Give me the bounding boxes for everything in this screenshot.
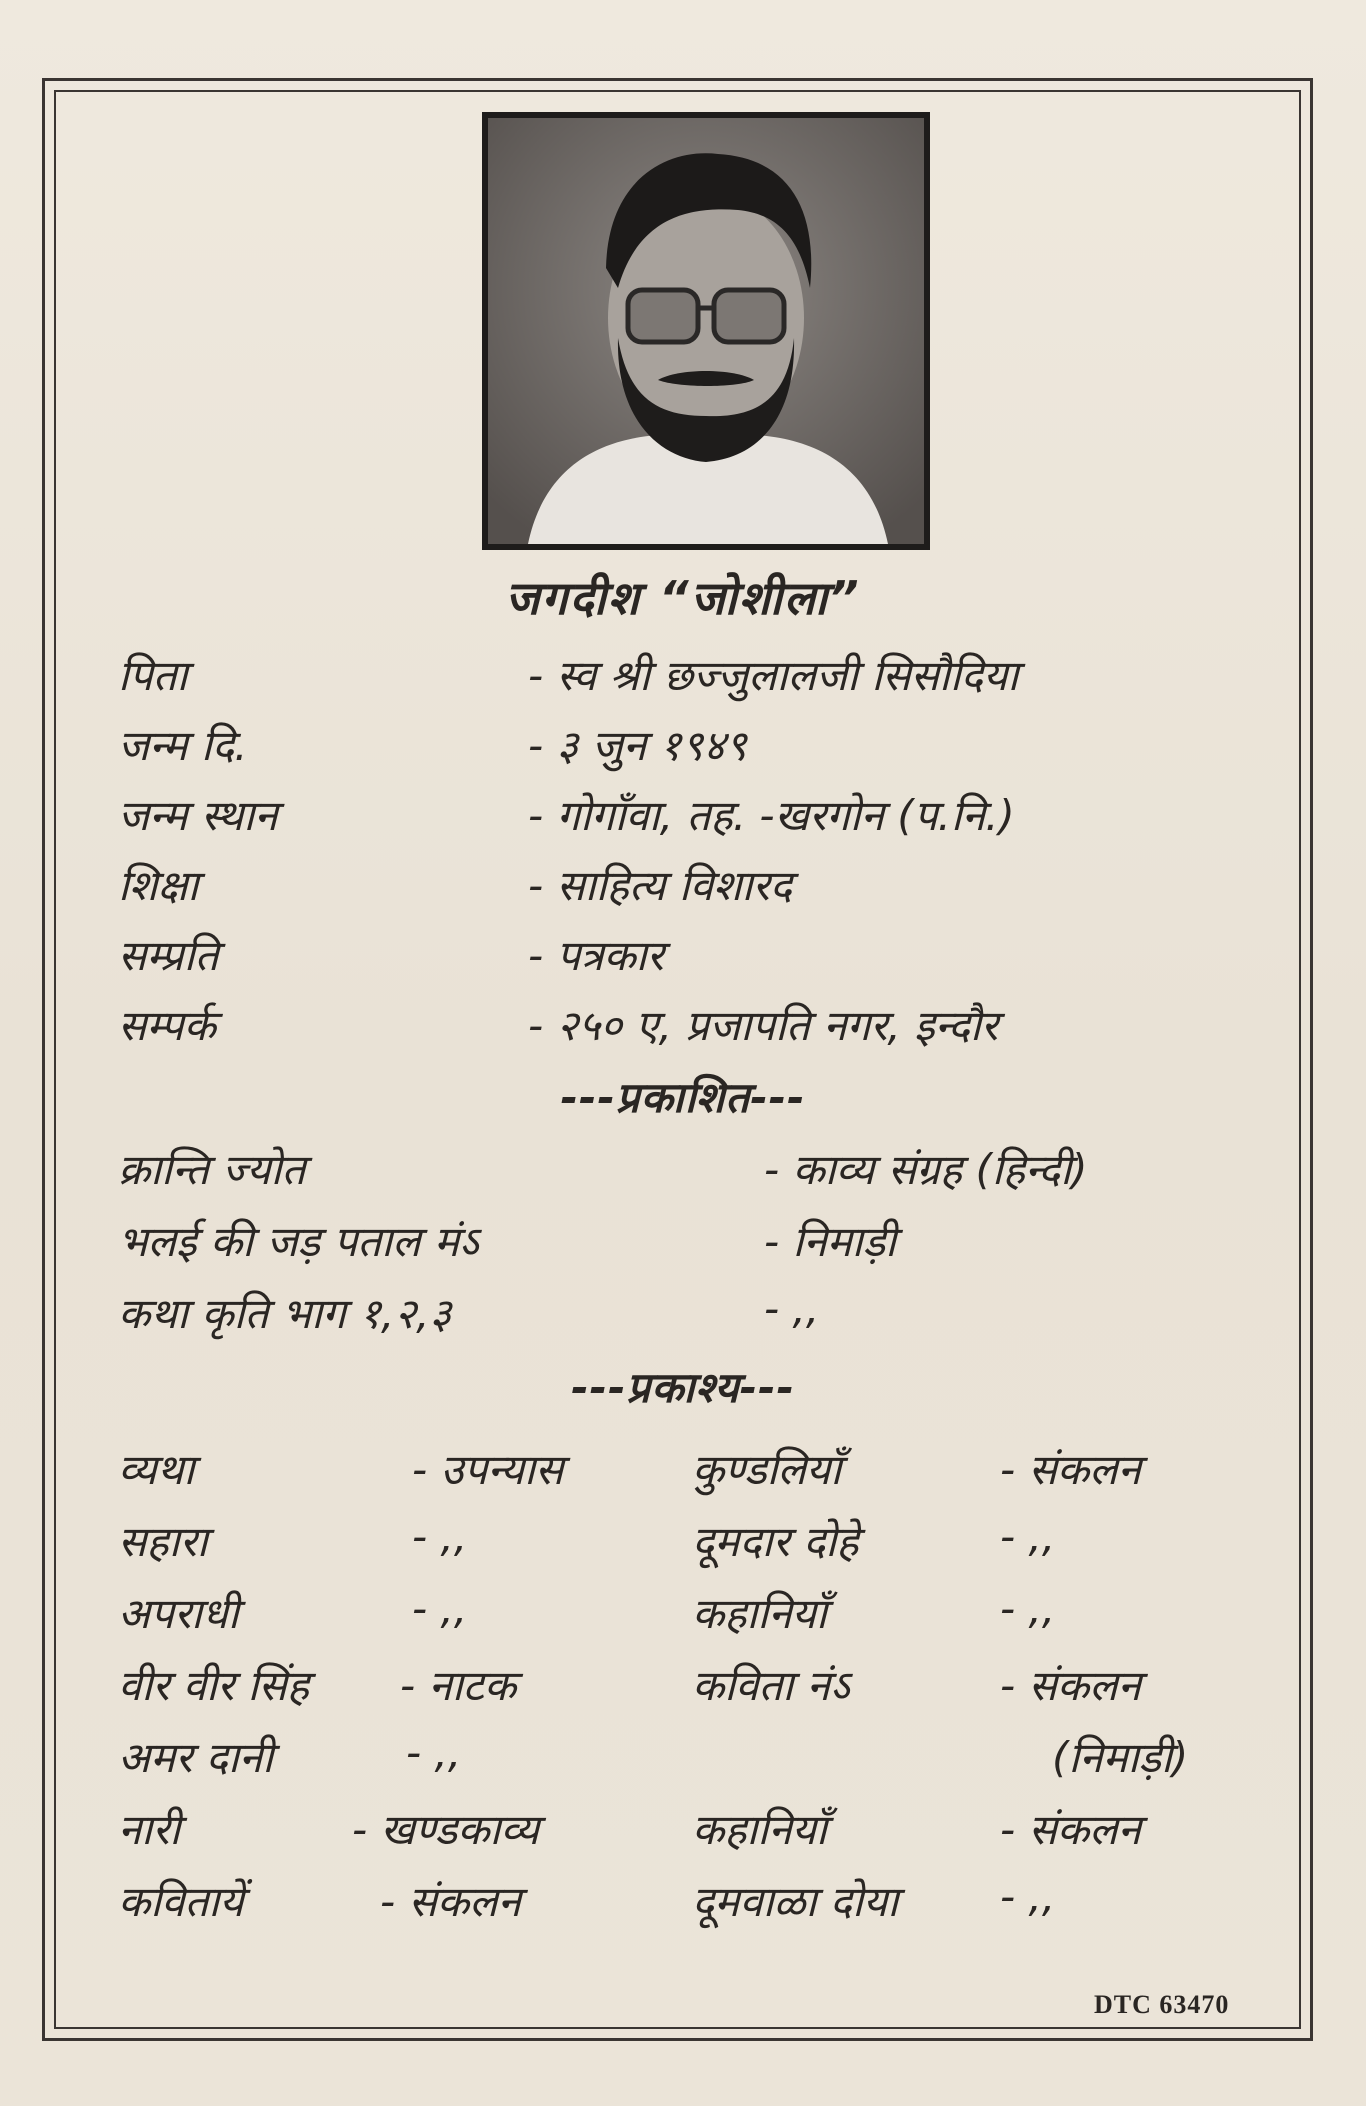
forthcoming-type: - संकलन [1000, 1661, 1141, 1710]
published-title: क्रान्ति ज्योत [118, 1145, 306, 1194]
published-heading: ---प्रकाशित--- [560, 1073, 806, 1122]
bio-value: - साहित्य विशारद [528, 861, 792, 910]
bio-row-education [118, 856, 1268, 916]
bio-row-contact [118, 996, 1268, 1056]
forthcoming-type: - ,, [1000, 1872, 1056, 1921]
forthcoming-title: दूमदार दोहे [692, 1517, 859, 1566]
forthcoming-title: कहानियाँ [692, 1805, 827, 1854]
bio-row-occupation [118, 926, 1268, 986]
published-item [118, 1212, 1268, 1272]
author-name-title: जगदीश “जोशीला” [505, 571, 861, 625]
bio-value: - ३ जुन १९४९ [528, 721, 747, 770]
bio-label: सम्पर्क [118, 1001, 216, 1050]
published-type: - ,, [764, 1284, 820, 1333]
forthcoming-type: - ,, [1000, 1584, 1056, 1633]
published-title: कथा कृति भाग १,२,३ [118, 1289, 452, 1338]
forthcoming-title: कविता नंऽ [692, 1661, 850, 1710]
bio-row-birth-date [118, 716, 1268, 776]
forthcoming-title: कवितायें [118, 1877, 244, 1926]
forthcoming-type: - ,, [1000, 1512, 1056, 1561]
forthcoming-type: - संकलन [380, 1877, 521, 1926]
bio-label: जन्म स्थान [118, 791, 278, 840]
published-type: - काव्य संग्रह (हिन्दी) [764, 1145, 1088, 1194]
forthcoming-type: - खण्डकाव्य [352, 1805, 540, 1854]
author-photo [482, 112, 930, 550]
catalog-code: DTC 63470 [1094, 1990, 1230, 2019]
bio-label: पिता [118, 651, 188, 700]
published-item [118, 1140, 1268, 1200]
bio-label: जन्म दि. [118, 721, 248, 770]
forthcoming-type: (निमाड़ी) [1052, 1733, 1189, 1782]
forthcoming-title: अमर दानी [118, 1733, 274, 1782]
forthcoming-title: कहानियाँ [692, 1589, 827, 1638]
bio-value: - २५० ए, प्रजापति नगर, इन्दौर [528, 1001, 999, 1050]
bio-label: शिक्षा [118, 861, 199, 910]
bio-value: - गोगाँवा, तह. -खरगोन (प.नि.) [528, 791, 1015, 840]
bio-label: सम्प्रति [118, 931, 219, 980]
forthcoming-type: - संकलन [1000, 1445, 1141, 1494]
forthcoming-title: नारी [118, 1805, 181, 1854]
forthcoming-title: कुण्डलियाँ [692, 1445, 842, 1494]
forthcoming-title: सहारा [118, 1517, 208, 1566]
bio-row-father [118, 646, 1268, 706]
portrait-image [488, 118, 924, 544]
forthcoming-title: दूमवाळा दोया [692, 1877, 899, 1926]
forthcoming-title: अपराधी [118, 1589, 239, 1638]
forthcoming-title: वीर वीर सिंह [118, 1661, 310, 1710]
forthcoming-heading: ---प्रकाश्य--- [571, 1363, 795, 1412]
forthcoming-type: - ,, [406, 1728, 462, 1777]
published-title: भलई की जड़ पताल मंऽ [118, 1217, 479, 1266]
forthcoming-type: - उपन्यास [412, 1445, 564, 1494]
forthcoming-title: व्यथा [118, 1445, 195, 1494]
forthcoming-type: - ,, [412, 1584, 468, 1633]
bio-value: - पत्रकार [528, 931, 664, 980]
published-type: - निमाड़ी [764, 1217, 897, 1266]
bio-value: - स्व श्री छज्जुलालजी सिसौदिया [528, 651, 1019, 700]
bio-row-birth-place [118, 786, 1268, 846]
published-item [118, 1284, 1268, 1344]
forthcoming-type: - संकलन [1000, 1805, 1141, 1854]
forthcoming-type: - ,, [412, 1512, 468, 1561]
forthcoming-type: - नाटक [400, 1661, 517, 1710]
